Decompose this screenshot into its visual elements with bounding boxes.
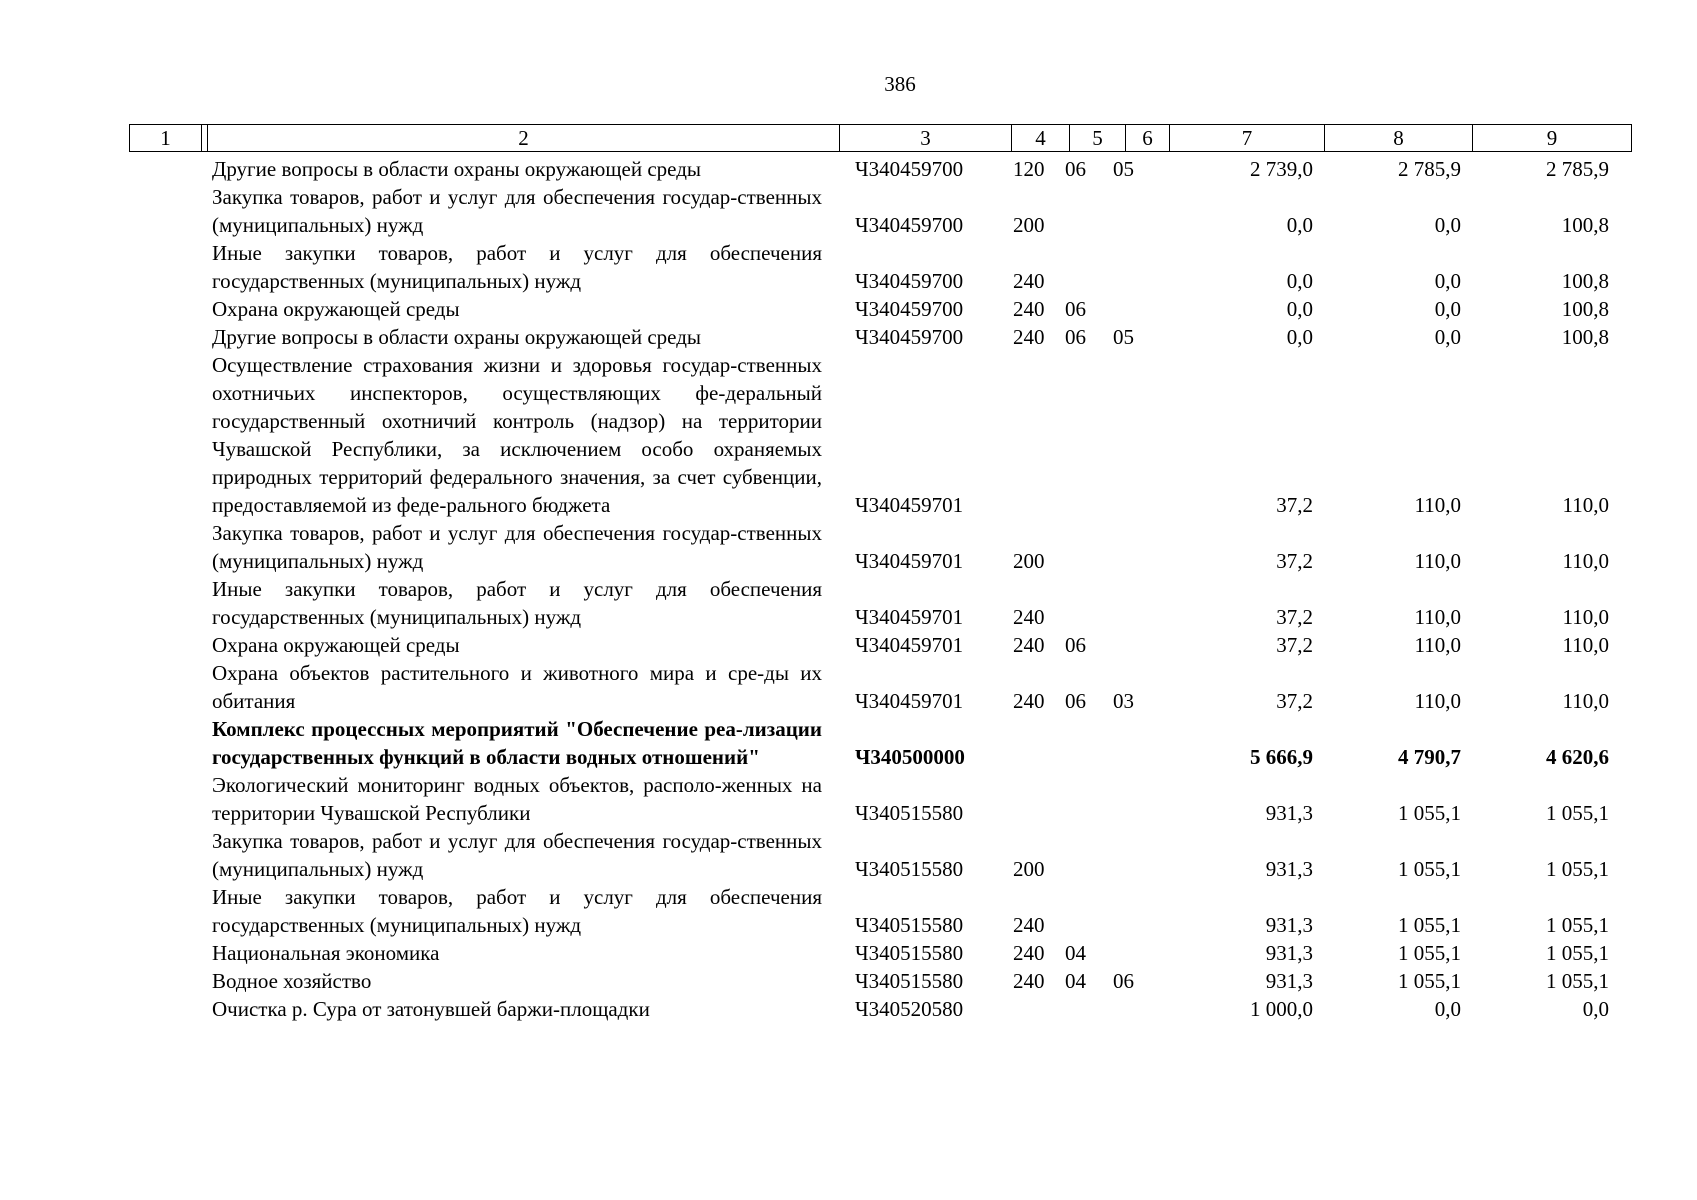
row-code: Ч340500000: [855, 745, 965, 769]
row-value-9: 1 055,1: [1546, 969, 1609, 993]
table-row: [0, 939, 1609, 967]
row-value-9: 1 055,1: [1546, 801, 1609, 825]
row-value-9: 110,0: [1562, 549, 1609, 573]
header-col-3: 3: [840, 125, 1012, 151]
row-rz: 06: [1065, 297, 1086, 321]
row-code: Ч340459700: [855, 213, 964, 237]
row-code: Ч340520580: [855, 997, 964, 1021]
row-value-7: 5 666,9: [1250, 745, 1313, 769]
row-name: Закупка товаров, работ и услуг для обеспечения государ-ственных (муниципальных) нужд: [212, 521, 822, 573]
row-value-7: 37,2: [1276, 689, 1313, 713]
row-value-8: 0,0: [1434, 213, 1461, 237]
row-code: Ч340459701: [855, 493, 964, 517]
row-vr: 240: [1013, 605, 1045, 629]
row-value-9: 1 055,1: [1546, 941, 1609, 965]
table-row: [0, 323, 1609, 351]
row-vr: 200: [1013, 213, 1045, 237]
table-row: [0, 659, 1609, 715]
row-vr: 240: [1013, 633, 1045, 657]
row-name: Иные закупки товаров, работ и услуг для обеспечения государственных (муниципальных) нужд: [212, 577, 822, 629]
row-value-9: 0,0: [1582, 997, 1609, 1021]
header-col-2: 2: [208, 125, 840, 151]
row-value-7: 0,0: [1286, 297, 1313, 321]
header-col-6: 6: [1126, 125, 1170, 151]
row-code: Ч340459700: [855, 157, 964, 181]
row-value-9: 4 620,6: [1546, 745, 1609, 769]
row-name: Иные закупки товаров, работ и услуг для обеспечения государственных (муниципальных) нужд: [212, 885, 822, 937]
table-row: [0, 351, 1609, 519]
row-value-7: 37,2: [1276, 605, 1313, 629]
row-code: Ч340459700: [855, 325, 964, 349]
row-code: Ч340515580: [855, 941, 964, 965]
row-value-7: 2 739,0: [1250, 157, 1313, 181]
row-name: Закупка товаров, работ и услуг для обеспечения государ-ственных (муниципальных) нужд: [212, 829, 822, 881]
row-value-9: 100,8: [1561, 269, 1609, 293]
row-value-8: 110,0: [1414, 633, 1461, 657]
row-name: Национальная экономика: [212, 941, 440, 965]
row-value-7: 931,3: [1265, 857, 1313, 881]
table-row: [0, 883, 1609, 939]
row-value-8: 110,0: [1414, 605, 1461, 629]
row-vr: 240: [1013, 269, 1045, 293]
row-value-8: 1 055,1: [1398, 857, 1461, 881]
row-vr: 240: [1013, 913, 1045, 937]
row-value-9: 110,0: [1562, 605, 1609, 629]
row-value-9: 1 055,1: [1546, 913, 1609, 937]
row-name: Иные закупки товаров, работ и услуг для обеспечения государственных (муниципальных) нужд: [212, 241, 822, 293]
table-row: [0, 155, 1609, 183]
row-name: Охрана окружающей среды: [212, 297, 460, 321]
header-col-8: 8: [1325, 125, 1473, 151]
row-value-9: 110,0: [1562, 633, 1609, 657]
row-value-7: 37,2: [1276, 633, 1313, 657]
table-row: [0, 967, 1609, 995]
table-row: [0, 771, 1609, 827]
row-value-8: 2 785,9: [1398, 157, 1461, 181]
row-code: Ч340459701: [855, 549, 964, 573]
row-vr: 200: [1013, 857, 1045, 881]
header-col-9: 9: [1546, 126, 1558, 150]
row-rz: 04: [1065, 969, 1086, 993]
row-name: Водное хозяйство: [212, 969, 372, 993]
row-value-8: 1 055,1: [1398, 801, 1461, 825]
row-rz: 06: [1065, 157, 1086, 181]
row-value-9: 110,0: [1562, 689, 1609, 713]
row-value-8: 1 055,1: [1398, 969, 1461, 993]
row-value-7: 0,0: [1286, 325, 1313, 349]
row-code: Ч340515580: [855, 913, 964, 937]
row-name: Очистка р. Сура от затонувшей баржи-площадки: [212, 997, 650, 1021]
table-header: [129, 124, 1632, 152]
row-value-7: 0,0: [1286, 269, 1313, 293]
header-col-5: 5: [1070, 125, 1126, 151]
header-col-4: 4: [1012, 125, 1070, 151]
row-pr: 03: [1113, 689, 1134, 713]
row-vr: 240: [1013, 941, 1045, 965]
row-value-7: 931,3: [1265, 969, 1313, 993]
row-value-7: 37,2: [1276, 549, 1313, 573]
row-vr: 240: [1013, 689, 1045, 713]
row-name: Другие вопросы в области охраны окружающей среды: [212, 325, 701, 349]
row-code: Ч340459701: [855, 689, 964, 713]
row-value-8: 110,0: [1414, 493, 1461, 517]
row-code: Ч340515580: [855, 969, 964, 993]
row-value-7: 931,3: [1265, 913, 1313, 937]
row-value-8: 0,0: [1434, 269, 1461, 293]
row-value-8: 0,0: [1434, 297, 1461, 321]
row-name: Другие вопросы в области охраны окружающей среды: [212, 157, 701, 181]
row-vr: 240: [1013, 297, 1045, 321]
row-vr: 200: [1013, 549, 1045, 573]
header-col-1: 1: [130, 125, 202, 151]
row-value-7: 0,0: [1286, 213, 1313, 237]
row-vr: 240: [1013, 325, 1045, 349]
row-code: Ч340459701: [855, 633, 964, 657]
table-body: [0, 155, 1609, 1023]
row-code: Ч340459700: [855, 269, 964, 293]
row-pr: 06: [1113, 969, 1134, 993]
row-value-9: 2 785,9: [1546, 157, 1609, 181]
row-value-9: 100,8: [1561, 297, 1609, 321]
row-value-8: 4 790,7: [1398, 745, 1461, 769]
row-vr: 240: [1013, 969, 1045, 993]
row-value-8: 110,0: [1414, 689, 1461, 713]
row-value-7: 37,2: [1276, 493, 1313, 517]
row-name: Закупка товаров, работ и услуг для обеспечения государ-ственных (муниципальных) нужд: [212, 185, 822, 237]
row-code: Ч340515580: [855, 857, 964, 881]
table-row: [0, 827, 1609, 883]
row-rz: 04: [1065, 941, 1086, 965]
row-value-8: 110,0: [1414, 549, 1461, 573]
row-code: Ч340515580: [855, 801, 964, 825]
row-rz: 06: [1065, 633, 1086, 657]
table-row: [0, 575, 1609, 631]
row-value-9: 100,8: [1561, 325, 1609, 349]
row-rz: 06: [1065, 689, 1086, 713]
table-row: [0, 295, 1609, 323]
table-row: [0, 715, 1609, 771]
row-value-7: 931,3: [1265, 941, 1313, 965]
table-row: [0, 519, 1609, 575]
table-row: [0, 239, 1609, 295]
page-number: 386: [884, 72, 916, 96]
row-value-8: 0,0: [1434, 997, 1461, 1021]
header-col-7: 7: [1170, 125, 1325, 151]
row-value-7: 931,3: [1265, 801, 1313, 825]
row-value-8: 1 055,1: [1398, 913, 1461, 937]
row-code: Ч340459700: [855, 297, 964, 321]
row-value-7: 1 000,0: [1250, 997, 1313, 1021]
row-name: Экологический мониторинг водных объектов, располо-женных на территории Чувашской Республики: [212, 773, 822, 825]
row-value-8: 0,0: [1434, 325, 1461, 349]
table-row: [0, 995, 1609, 1023]
table-row: [0, 183, 1609, 239]
row-value-9: 100,8: [1561, 213, 1609, 237]
table-row: [0, 631, 1609, 659]
row-name: Комплекс процессных мероприятий "Обеспечение реа-лизации государственных функций в области водных отношений": [212, 717, 822, 769]
row-value-9: 110,0: [1562, 493, 1609, 517]
row-value-9: 1 055,1: [1546, 857, 1609, 881]
row-pr: 05: [1113, 157, 1134, 181]
row-rz: 06: [1065, 325, 1086, 349]
row-code: Ч340459701: [855, 605, 964, 629]
row-pr: 05: [1113, 325, 1134, 349]
row-value-8: 1 055,1: [1398, 941, 1461, 965]
row-vr: 120: [1013, 157, 1045, 181]
row-name: Осуществление страхования жизни и здоровья государ-ственных охотничьих инспекторов, осуществляющих фе-деральный государственный охотничий контроль (надзор) на территории Чувашской Республики, за исключением особо охраняемых природных территорий федерального значения, за счет субвенции, предоставляемой из феде-рального бюджета: [212, 353, 822, 517]
row-name: Охрана окружающей среды: [212, 633, 460, 657]
row-name: Охрана объектов растительного и животного мира и сре-ды их обитания: [212, 661, 822, 713]
